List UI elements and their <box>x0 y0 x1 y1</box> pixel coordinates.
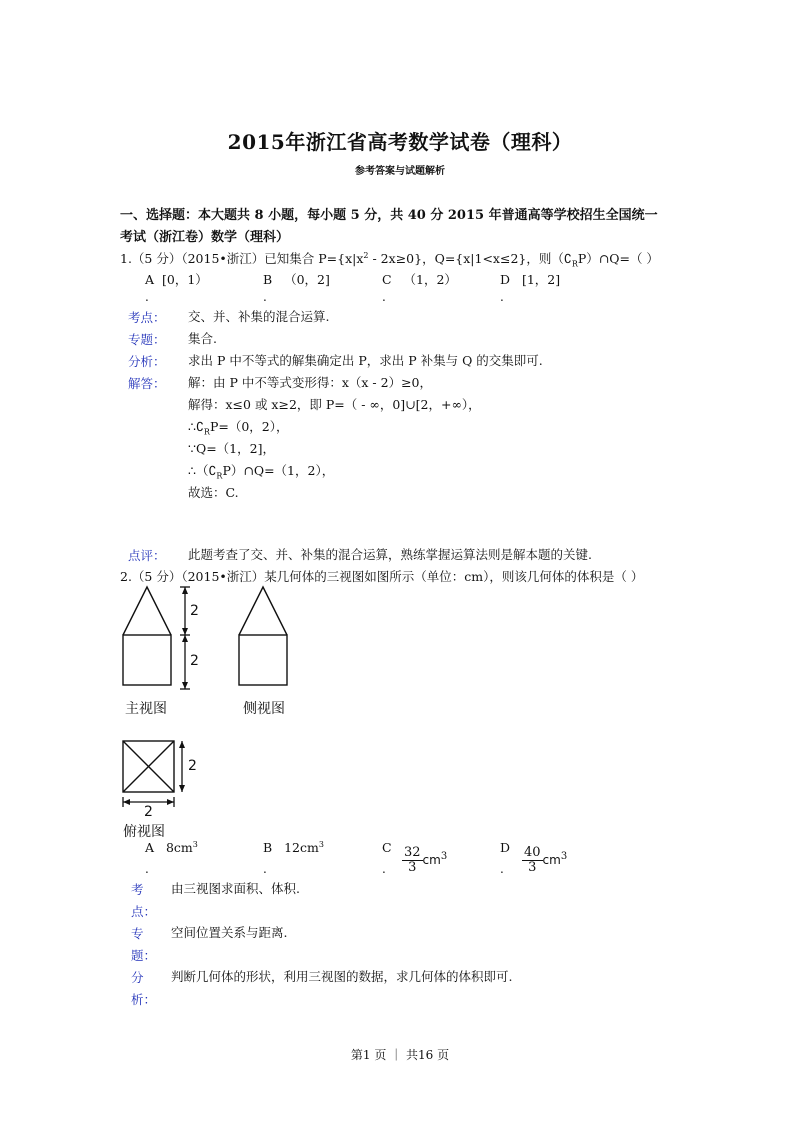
option-text: （1，2） <box>403 272 457 287</box>
option-unit: cm <box>542 853 561 867</box>
option-letter: C <box>382 840 392 855</box>
q2-kaodian-label-1: 考 <box>131 882 144 897</box>
q1-sol-line3 <box>188 418 288 442</box>
fraction <box>402 846 423 875</box>
page-title: 2015年浙江省高考数学试卷（理科） <box>227 130 573 154</box>
q2-zhuanti: 空间位置关系与距离. <box>171 925 288 940</box>
fraction-denominator: 3 <box>528 860 537 875</box>
q2-fenxi-label-1: 分 <box>131 970 144 985</box>
q1-option-d <box>500 270 560 288</box>
fraction-denominator: 3 <box>408 860 417 875</box>
q2-stem: 2.（5 分）（2015•浙江）某几何体的三视图如图所示（单位：cm），则该几何体的体积是（ ） <box>120 569 644 584</box>
q2-option-a <box>145 840 198 855</box>
q1-zhuanti-label: 专题： <box>128 332 166 347</box>
q1-stem-sup: 2 <box>363 251 369 260</box>
q1-sol-line6: 故选：C. <box>188 485 239 500</box>
q1-sol-line1: 解：由 P 中不等式变形得：x（x - 2）≥0， <box>188 375 433 390</box>
option-letter: A <box>145 272 155 287</box>
option-dot: . <box>500 862 504 876</box>
option-value: 8cm <box>165 840 193 856</box>
option-dot: . <box>500 290 504 304</box>
q1-option-c <box>382 270 457 288</box>
fraction-numerator: 32 <box>404 845 421 860</box>
q2-option-d <box>500 840 510 855</box>
arrow-head <box>179 785 185 792</box>
q2-option-b <box>263 840 324 855</box>
option-sup: 3 <box>560 850 568 862</box>
fraction <box>522 846 543 875</box>
q1-sol-line2: 解得：x≤0 或 x≥2，即 P=（ - ∞，0]∪[2，+∞）， <box>188 397 481 412</box>
option-sup: 3 <box>318 840 324 849</box>
section-heading <box>120 205 690 249</box>
q2-kaodian: 由三视图求面积、体积. <box>171 881 300 896</box>
q1-kaodian: 交、并、补集的混合运算. <box>188 309 330 324</box>
option-sup: 3 <box>192 840 198 849</box>
option-dot: . <box>145 862 149 876</box>
front-view-caption: 主视图 <box>125 701 167 717</box>
arrow-head <box>123 799 130 805</box>
option-text: [1，2] <box>521 272 561 287</box>
dim-label-bottom: 2 <box>144 804 153 820</box>
option-sup: 3 <box>440 850 448 862</box>
sol-part: P=（0，2）， <box>209 419 289 434</box>
option-letter: B <box>263 840 273 856</box>
option-unit: cm <box>422 853 441 867</box>
q2-option-c-value <box>402 846 447 875</box>
option-letter: A <box>145 840 155 856</box>
arrow-head <box>182 587 188 594</box>
page-footer: 第1 页 ｜ 共16 页 <box>350 1048 450 1062</box>
option-text: [0，1） <box>161 272 208 287</box>
section-heading-line2: 考试（浙江卷）数学（理科） <box>120 230 290 245</box>
q1-zhuanti: 集合. <box>188 331 217 346</box>
q2-kaodian-label-2: 点： <box>131 904 157 919</box>
sol-part: ∴（∁ <box>188 463 217 478</box>
option-letter: D <box>500 272 511 287</box>
q1-dianping-label: 点评： <box>128 548 166 563</box>
q1-stem-part: P）∩Q=（ ） <box>577 251 659 267</box>
q1-dianping: 此题考查了交、并、补集的混合运算，熟练掌握运算法则是解本题的关键. <box>188 547 592 562</box>
arrow-head <box>167 799 174 805</box>
q1-stem-sub: R <box>571 259 578 269</box>
section-heading-line1: 一、选择题：本大题共 8 小题，每小题 5 分，共 40 分 2015 年普通高等学校招生全国统一 <box>120 208 658 223</box>
q1-fenxi: 求出 P 中不等式的解集确定出 P，求出 P 补集与 Q 的交集即可. <box>188 353 543 368</box>
sol-sub: R <box>216 471 223 481</box>
side-view-square <box>239 635 287 685</box>
q1-fenxi-label: 分析： <box>128 354 166 369</box>
q1-sol-line4: ∵Q=（1，2]， <box>188 441 275 456</box>
q2-option-c <box>382 840 392 855</box>
option-letter: C <box>382 272 392 287</box>
q2-option-d-value <box>522 846 567 875</box>
q1-sol-line5 <box>188 462 334 486</box>
option-letter: B <box>263 272 273 287</box>
option-text: （0，2] <box>284 272 330 287</box>
q2-zhuanti-label-1: 专 <box>131 926 144 941</box>
q1-kaodian-label: 考点： <box>128 310 166 325</box>
three-view-figure <box>110 585 330 845</box>
option-letter: D <box>500 840 511 855</box>
arrow-head <box>182 682 188 689</box>
sol-part: ∴∁ <box>188 419 204 434</box>
front-view-triangle <box>123 587 171 635</box>
arrow-head <box>179 741 185 748</box>
option-dot: . <box>382 290 386 304</box>
sol-part: P）∩Q=（1，2）， <box>222 463 335 478</box>
q2-fenxi-label-2: 析： <box>131 992 157 1007</box>
option-dot: . <box>145 290 149 304</box>
arrow-head <box>182 635 188 642</box>
q1-stem-part: - 2x≥0}，Q={x|1<x≤2}，则（∁ <box>368 251 572 267</box>
sol-sub: R <box>203 427 210 437</box>
side-view-caption: 侧视图 <box>243 701 285 717</box>
side-view-triangle <box>239 587 287 635</box>
q1-option-b <box>263 270 330 288</box>
q2-zhuanti-label-2: 题： <box>131 948 157 963</box>
option-dot: . <box>263 290 267 304</box>
option-dot: . <box>263 862 267 876</box>
q1-stem-part: 1.（5 分）（2015•浙江）已知集合 P={x|x <box>120 251 364 267</box>
q2-fenxi: 判断几何体的形状，利用三视图的数据，求几何体的体积即可. <box>171 969 513 984</box>
arrow-head <box>182 628 188 635</box>
dim-label-right: 2 <box>188 758 197 774</box>
front-view-square <box>123 635 171 685</box>
option-value: 12cm <box>284 840 319 856</box>
q1-option-a <box>145 270 208 288</box>
option-dot: . <box>382 862 386 876</box>
page-subtitle: 参考答案与试题解析 <box>355 166 445 177</box>
dim-label-mid: 2 <box>190 653 199 669</box>
q1-jieda-label: 解答： <box>128 376 166 391</box>
top-view-caption: 俯视图 <box>123 824 165 840</box>
fraction-numerator: 40 <box>524 845 541 860</box>
dim-label-top: 2 <box>190 603 199 619</box>
